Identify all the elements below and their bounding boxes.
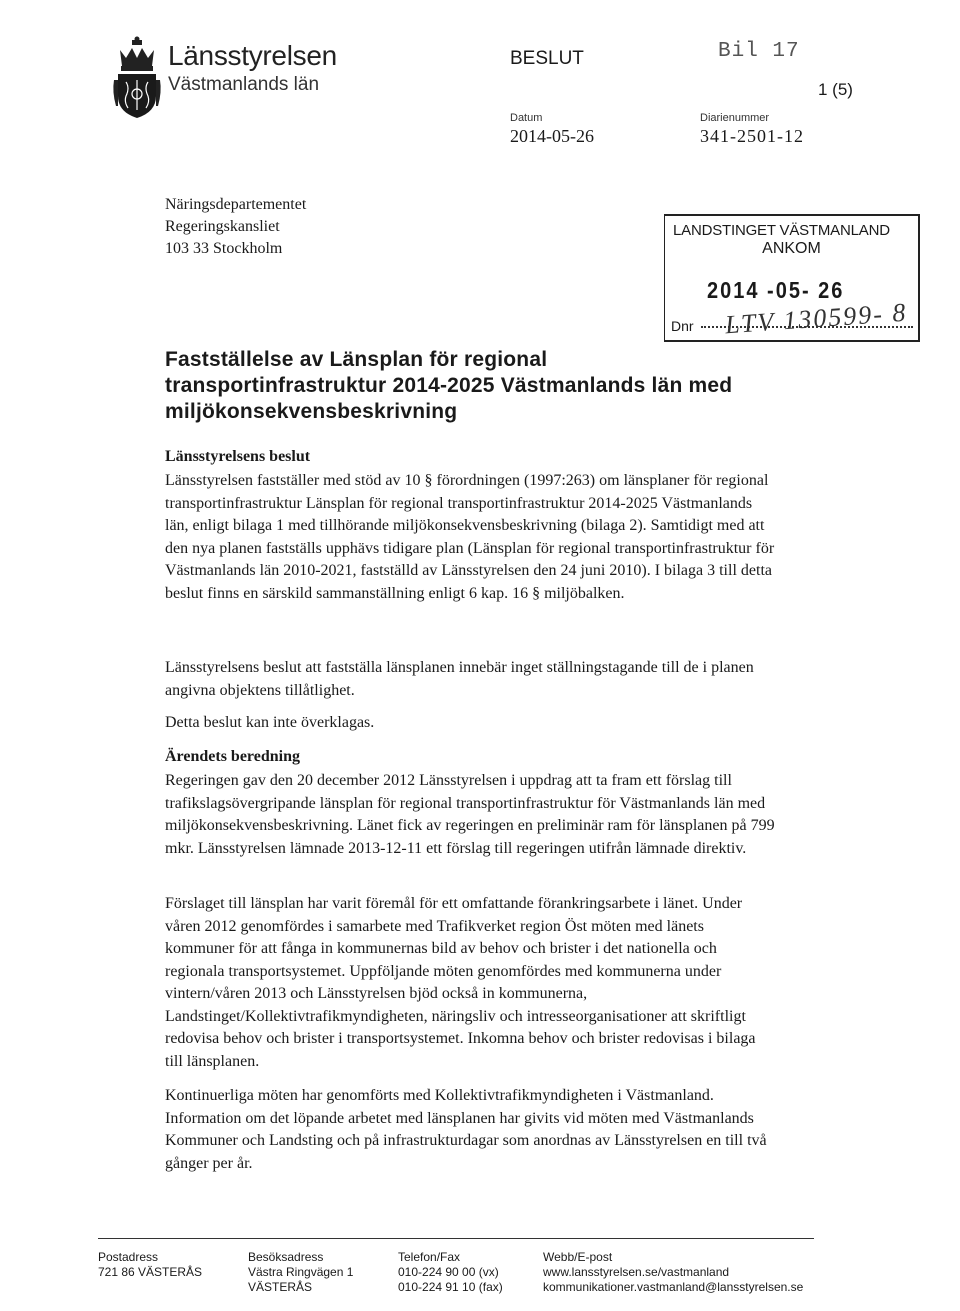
stamp-received-label: ANKOM [762, 240, 821, 257]
date-label: Datum [510, 112, 543, 124]
page-number: 1 (5) [818, 80, 853, 99]
received-stamp [664, 214, 920, 342]
footer-email-link[interactable]: kommunikationer.vastmanland@lansstyrelsen.se [543, 1280, 804, 1294]
footer-web-link[interactable]: www.lansstyrelsen.se/vastmanland [543, 1265, 730, 1279]
preparation-paragraph-1: Regeringen gav den 20 december 2012 Länsstyrelsen i uppdrag att ta fram ett förslag till trafikslagsövergripande länsplan för regional transportinfrastruktur för Västmanlands län med miljökonsekvensbeskrivning. Länet fick av regeringen en preliminär ram för länsplanen på 799 mkr. Länsstyrelsen lämnade 2013-12-11 ett förslag till regeringen utifrån lämnade direktiv. [165, 772, 775, 857]
decision-heading: Länsstyrelsens beslut [165, 448, 311, 465]
registration-number: 341-2501-12 [700, 126, 804, 146]
footer-visit-city: VÄSTERÅS [248, 1280, 313, 1294]
footer-phone-fax: 010-224 91 10 (fax) [398, 1280, 503, 1294]
title-line-1: Fastställelse av Länsplan för regional [165, 348, 548, 371]
title-line-3: miljökonsekvensbeskrivning [165, 400, 458, 423]
footer-phone-switchboard: 010-224 90 00 (vx) [398, 1265, 499, 1279]
decision-paragraph-1: Länsstyrelsen fastställer med stöd av 10 § förordningen (1997:263) om länsplaner för regional transportinfrastruktur Länsplan för regional transportinfrastruktur 2014-2025 Västmanlands län, enligt bilaga 1 med tillhörande miljökonsekvensbeskrivning (bilaga 2). Samtidigt med att den nya planen fastställs upphävs tidigare plan (Länsplan för regional transportinfrastruktur för Västmanlands län 2010-2021, fastställd av Länsstyrelsen den 24 juni 2010). I bilaga 3 till detta beslut finns en särskild sammanställning enligt 6 kap. 16 § miljöbalken. [165, 472, 775, 602]
org-county: Västmanlands län [168, 74, 320, 95]
title-line-2: transportinfrastruktur 2014-2025 Västmanlands län med [165, 374, 733, 397]
footer-divider [98, 1238, 814, 1239]
org-name: Länsstyrelsen [168, 40, 337, 71]
decision-paragraph-2: Länsstyrelsens beslut att fastställa länsplanen innebär inget ställningstagande till de i planen angivna objektens tillåtlighet. [165, 659, 754, 699]
registration-label: Diarienummer [700, 112, 770, 124]
document-type: BESLUT [510, 48, 584, 69]
stamp-dnr-label: Dnr [671, 318, 694, 334]
footer-visit [248, 1250, 353, 1295]
footer-web [543, 1250, 803, 1295]
stamp-date: 2014 -05- 26 [707, 278, 845, 304]
footer-postal [98, 1250, 202, 1280]
preparation-paragraph-3: Kontinuerliga möten har genomförts med Kollektivtrafikmyndigheten i Västmanland. Information om det löpande arbetet med länsplanen har givits vid möten med Västmanlands Kommuner och Landsting och på infrastrukturdagar som anordnas av Länsstyrelsen en till två gånger per år. [165, 1087, 767, 1172]
preparation-paragraph-2: Förslaget till länsplan har varit föremål för ett omfattande förankringsarbete i länet. Under våren 2012 genomfördes i samarbete med Trafikverket region Öst möten med länets kommuner för att fånga in kommunernas bild av behov och brister i det nationella och regionala transportsystemet. Uppföljande möten genomfördes med kommunerna under vintern/våren 2013 och Länsstyrelsen bjöd också in kommunerna, Landstinget/Kollektivtrafikmyndigheten, näringsliv och intresseorganisationer att skriftligt redovisa behov och brister i transportsystemet. Inkomna behov och brister redovisas i bilaga till länsplanen. [165, 895, 756, 1070]
footer-visit-street: Västra Ringvägen 1 [248, 1265, 354, 1279]
footer-postal-value: 721 86 VÄSTERÅS [98, 1265, 203, 1279]
footer-postal-label: Postadress [98, 1250, 159, 1264]
stamp-organisation: LANDSTINGET VÄSTMANLAND [673, 222, 890, 239]
recipient-line-3: 103 33 Stockholm [165, 240, 283, 257]
footer-phone-label: Telefon/Fax [398, 1250, 461, 1264]
crown-crest-icon [112, 36, 162, 120]
date-value: 2014-05-26 [510, 126, 594, 146]
recipient-line-1: Näringsdepartementet [165, 196, 307, 213]
preparation-heading: Ärendets beredning [165, 748, 300, 765]
recipient-line-2: Regeringskansliet [165, 218, 280, 235]
footer-web-label: Webb/E-post [543, 1250, 613, 1264]
footer-visit-label: Besöksadress [248, 1250, 324, 1264]
decision-paragraph-3: Detta beslut kan inte överklagas. [165, 714, 375, 731]
stamp-handwritten-dnr: LTV 130599- 8 [724, 297, 909, 340]
footer-phone [398, 1250, 503, 1295]
attachment-label: Bil 17 [718, 40, 800, 63]
